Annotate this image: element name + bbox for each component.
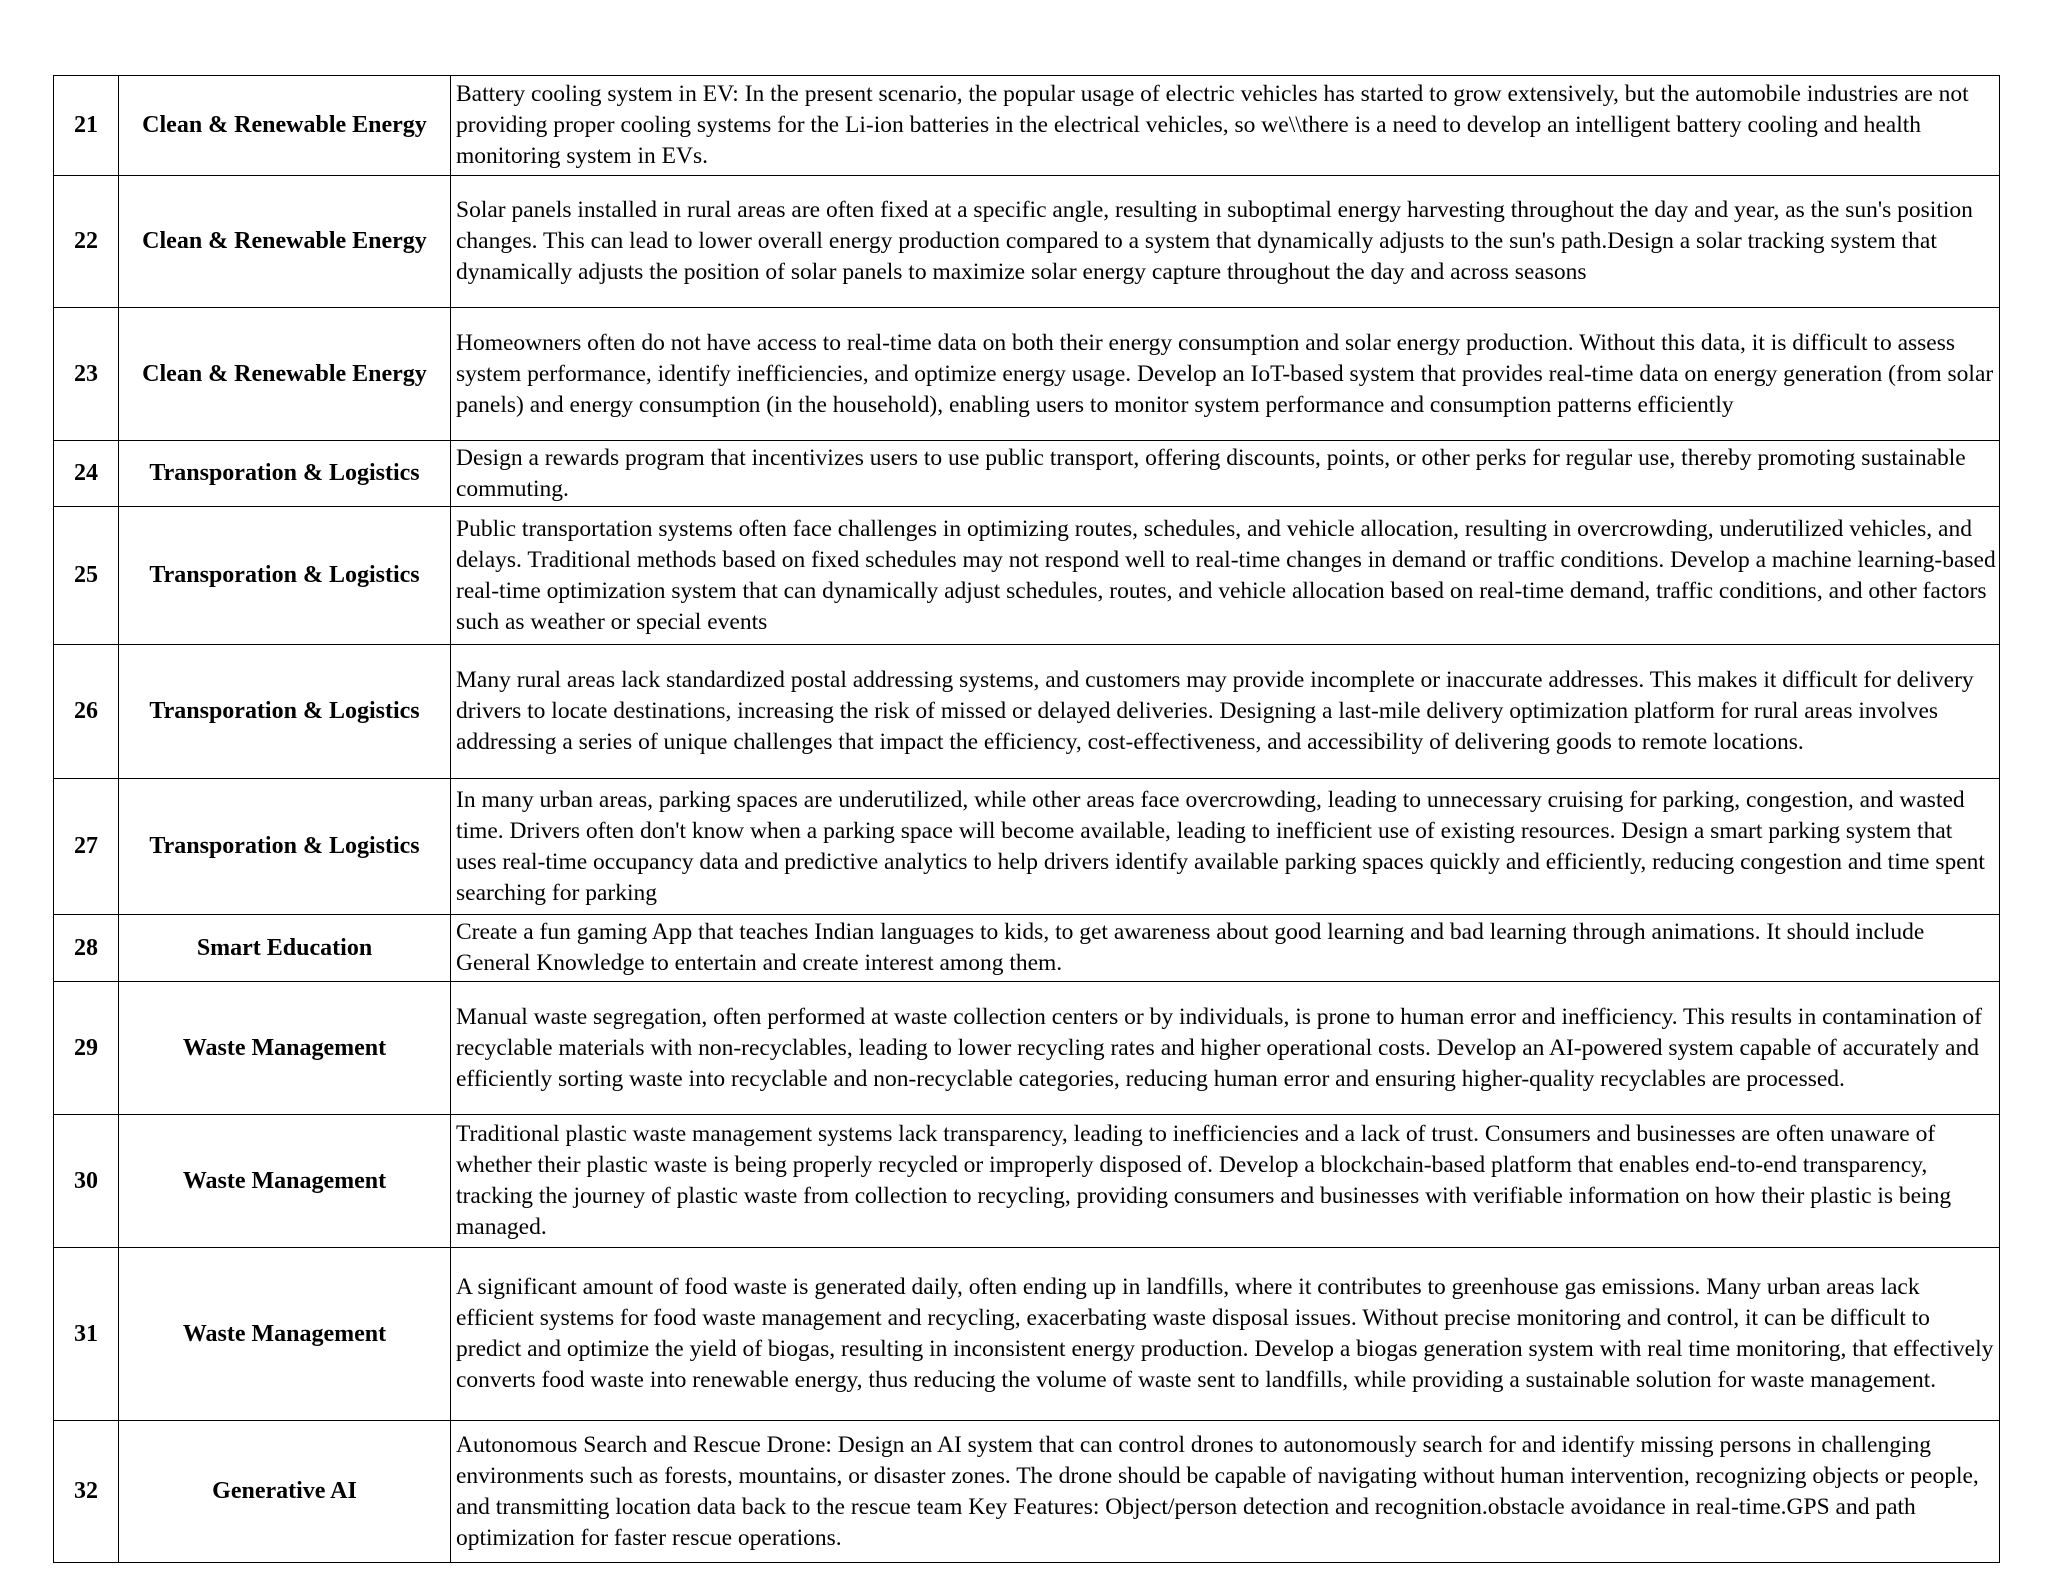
row-number: 26 xyxy=(54,645,119,779)
row-number: 24 xyxy=(54,441,119,507)
row-description: Manual waste segregation, often performed at waste collection centers or by individuals, is prone to human error and inefficiency. This results in contamination of recyclable materials with non-recyclables, leading to lower recycling rates and higher operational costs. Develop an AI-powered system capable of accurately and efficiently sorting waste into recyclable and non-recyclable categories, reducing human error and ensuring higher-quality recyclables are processed. xyxy=(451,982,2000,1115)
row-category: Waste Management xyxy=(119,1248,451,1421)
row-description: Create a fun gaming App that teaches Indian languages to kids, to get awareness about good learning and bad learning through animations. It should include General Knowledge to entertain and create interest among them. xyxy=(451,915,2000,982)
row-description: Many rural areas lack standardized postal addressing systems, and customers may provide incomplete or inaccurate addresses. This makes it difficult for delivery drivers to locate destinations, increasing the risk of missed or delayed deliveries. Designing a last-mile delivery optimization platform for rural areas involves addressing a series of unique challenges that impact the efficiency, cost-effectiveness, and accessibility of delivering goods to remote locations. xyxy=(451,645,2000,779)
row-category: Smart Education xyxy=(119,915,451,982)
table-row xyxy=(54,441,2000,507)
row-description: Battery cooling system in EV: In the present scenario, the popular usage of electric vehicles has started to grow extensively, but the automobile industries are not providing proper cooling systems for the Li-ion batteries in the electrical vehicles, so we\\there is a need to develop an intelligent battery cooling and health monitoring system in EVs. xyxy=(451,76,2000,176)
row-category: Transporation & Logistics xyxy=(119,779,451,915)
row-description: In many urban areas, parking spaces are underutilized, while other areas face overcrowding, leading to unnecessary cruising for parking, congestion, and wasted time. Drivers often don't know when a parking space will become available, leading to inefficient use of existing resources. Design a smart parking system that uses real-time occupancy data and predictive analytics to help drivers identify available parking spaces quickly and efficiently, reducing congestion and time spent searching for parking xyxy=(451,779,2000,915)
row-description: Homeowners often do not have access to real-time data on both their energy consumption and solar energy production. Without this data, it is difficult to assess system performance, identify inefficiencies, and optimize energy usage. Develop an IoT-based system that provides real-time data on energy generation (from solar panels) and energy consumption (in the household), enabling users to monitor system performance and consumption patterns efficiently xyxy=(451,308,2000,441)
row-number: 30 xyxy=(54,1115,119,1248)
row-number: 32 xyxy=(54,1421,119,1563)
row-number: 31 xyxy=(54,1248,119,1421)
row-description: Solar panels installed in rural areas are often fixed at a specific angle, resulting in suboptimal energy harvesting throughout the day and year, as the sun's position changes. This can lead to lower overall energy production compared to a system that dynamically adjusts to the sun's path.Design a solar tracking system that dynamically adjusts the position of solar panels to maximize solar energy capture throughout the day and across seasons xyxy=(451,176,2000,308)
table-row xyxy=(54,1421,2000,1563)
row-category: Transporation & Logistics xyxy=(119,645,451,779)
row-number: 28 xyxy=(54,915,119,982)
row-number: 29 xyxy=(54,982,119,1115)
row-number: 27 xyxy=(54,779,119,915)
row-category: Clean & Renewable Energy xyxy=(119,176,451,308)
row-category: Clean & Renewable Energy xyxy=(119,76,451,176)
table-row xyxy=(54,176,2000,308)
row-category: Waste Management xyxy=(119,1115,451,1248)
row-number: 25 xyxy=(54,507,119,645)
table-row xyxy=(54,1115,2000,1248)
table-row xyxy=(54,76,2000,176)
problem-statement-table xyxy=(53,75,2000,1563)
row-category: Generative AI xyxy=(119,1421,451,1563)
row-category: Clean & Renewable Energy xyxy=(119,308,451,441)
row-description: Design a rewards program that incentivizes users to use public transport, offering discounts, points, or other perks for regular use, thereby promoting sustainable commuting. xyxy=(451,441,2000,507)
row-number: 22 xyxy=(54,176,119,308)
row-number: 21 xyxy=(54,76,119,176)
row-description: A significant amount of food waste is generated daily, often ending up in landfills, where it contributes to greenhouse gas emissions. Many urban areas lack efficient systems for food waste management and recycling, exacerbating waste disposal issues. Without precise monitoring and control, it can be difficult to predict and optimize the yield of biogas, resulting in inconsistent energy production. Develop a biogas generation system with real time monitoring, that effectively converts food waste into renewable energy, thus reducing the volume of waste sent to landfills, while providing a sustainable solution for waste management. xyxy=(451,1248,2000,1421)
table-row xyxy=(54,1248,2000,1421)
row-category: Transporation & Logistics xyxy=(119,507,451,645)
row-description: Traditional plastic waste management systems lack transparency, leading to inefficiencies and a lack of trust. Consumers and businesses are often unaware of whether their plastic waste is being properly recycled or improperly disposed of. Develop a blockchain-based platform that enables end-to-end transparency, tracking the journey of plastic waste from collection to recycling, providing consumers and businesses with verifiable information on how their plastic is being managed. xyxy=(451,1115,2000,1248)
row-description: Public transportation systems often face challenges in optimizing routes, schedules, and vehicle allocation, resulting in overcrowding, underutilized vehicles, and delays. Traditional methods based on fixed schedules may not respond well to real-time changes in demand or traffic conditions. Develop a machine learning-based real-time optimization system that can dynamically adjust schedules, routes, and vehicle allocation based on real-time demand, traffic conditions, and other factors such as weather or special events xyxy=(451,507,2000,645)
row-category: Waste Management xyxy=(119,982,451,1115)
row-category: Transporation & Logistics xyxy=(119,441,451,507)
table-row xyxy=(54,308,2000,441)
table-row xyxy=(54,982,2000,1115)
table-row xyxy=(54,779,2000,915)
row-description: Autonomous Search and Rescue Drone: Design an AI system that can control drones to autonomously search for and identify missing persons in challenging environments such as forests, mountains, or disaster zones. The drone should be capable of navigating without human intervention, recognizing objects or people, and transmitting location data back to the rescue team Key Features: Object/person detection and recognition.obstacle avoidance in real-time.GPS and path optimization for faster rescue operations. xyxy=(451,1421,2000,1563)
row-number: 23 xyxy=(54,308,119,441)
table-row xyxy=(54,645,2000,779)
table-row xyxy=(54,915,2000,982)
table-row xyxy=(54,507,2000,645)
